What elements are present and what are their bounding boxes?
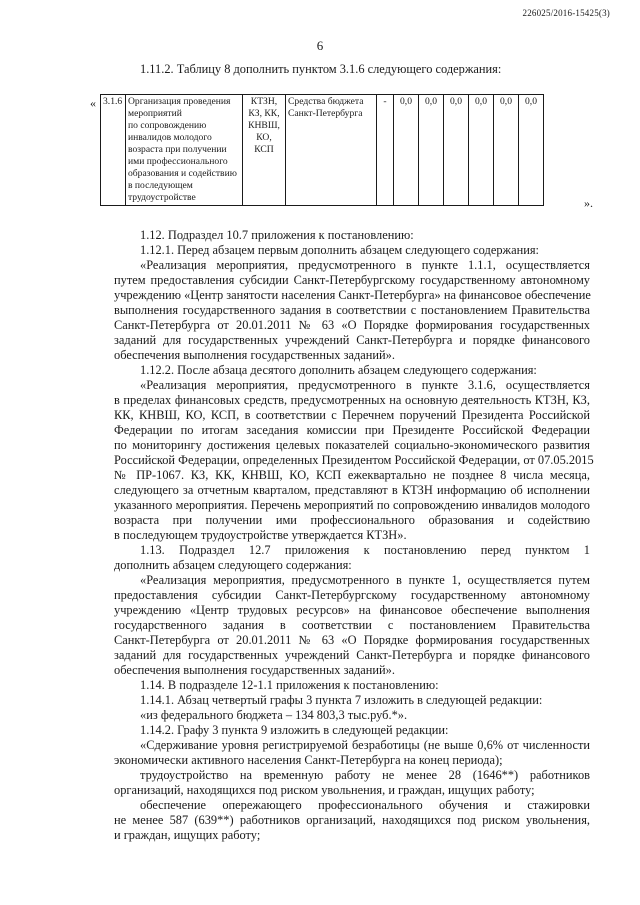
text-line: указанного мероприятия. Перечень мероприятий по сопровождению инвалидов молодого	[114, 498, 590, 512]
intro-line: 1.11.2. Таблицу 8 дополнить пунктом 3.1.6 следующего содержания:	[140, 62, 502, 76]
text-line: «Реализация мероприятия, предусмотренного в пункте 3.1.6, осуществляется	[140, 378, 590, 392]
text-line: «Реализация мероприятия, предусмотренного в пункте 1, осуществляется путем	[140, 573, 590, 587]
row-value: 0,0	[444, 95, 469, 206]
text-line: 1.14.1. Абзац четвертый графы 3 пункта 7 изложить в следующей редакции:	[140, 693, 543, 707]
text-line: обеспечение опережающего профессионального обучения и стажировки	[140, 798, 590, 812]
text-line: 1.14.2. Графу 3 пункта 9 изложить в следующей редакции:	[140, 723, 449, 737]
row-name: Организация проведения мероприятий по сопровождению инвалидов молодого возраста при получении ими профессионального образования и содействию в последующем трудоустройстве	[126, 95, 243, 206]
text-line: и граждан, ищущих работу;	[114, 828, 261, 842]
row-source: Средства бюджета Санкт-Петербурга	[286, 95, 377, 206]
table-row	[101, 95, 544, 206]
row-value: 0,0	[394, 95, 419, 206]
page-number: 6	[316, 38, 324, 53]
row-executors: КТЗН, КЗ, КК, КНВШ, КО, КСП	[243, 95, 286, 206]
text-line: 1.13. Подраздел 12.7 приложения к постановлению перед пунктом 1	[140, 543, 590, 557]
text-line: дополнить абзацем следующего содержания:	[114, 558, 352, 572]
quote-open: «	[90, 96, 96, 110]
text-line: № ПР-1067. КЗ, КК, КНВШ, КО, КСП ежеквартально не позднее 8 числа месяца,	[114, 468, 590, 482]
text-line: 1.12.2. После абзаца десятого дополнить абзацем следующего содержания:	[140, 363, 537, 377]
text-line: экономически активного населения Санкт-Петербурга на конец периода);	[114, 753, 503, 767]
text-line: учреждению «Центр трудовых ресурсов» на финансовое обеспечение выполнения	[114, 603, 590, 617]
text-line: заданий для государственных учреждений Санкт-Петербурга и порядке финансового	[114, 648, 590, 662]
text-line: 1.12. Подраздел 10.7 приложения к постановлению:	[140, 228, 414, 242]
row-value: 0,0	[469, 95, 494, 206]
text-line: обеспечения выполнения государственных заданий».	[114, 663, 395, 677]
text-line: по мониторингу достижения целевых показателей социально-экономического развития	[114, 438, 590, 452]
text-line: 1.12.1. Перед абзацем первым дополнить абзацем следующего содержания:	[140, 243, 539, 257]
row-value: 0,0	[494, 95, 519, 206]
text-line: Федерации по итогам заседания комиссии при Президенте Российской Федерации	[114, 423, 590, 437]
inserted-table-row	[100, 94, 544, 206]
row-number: 3.1.6	[101, 95, 126, 206]
text-line: Российской Федерации, определенных Президентом Российской Федерации, от 07.05.2015	[114, 453, 594, 467]
text-line: возраста при получении ими профессионального образования и содействию	[114, 513, 590, 527]
text-line: заданий для государственных учреждений Санкт-Петербурга и порядке финансового	[114, 333, 590, 347]
text-line: предоставления субсидии Санкт-Петербургскому государственному автономному	[114, 588, 590, 602]
row-dash: -	[377, 95, 394, 206]
text-line: Санкт-Петербурга от 20.01.2011 № 63 «О Порядке формирования государственных	[114, 633, 590, 647]
text-line: трудоустройство на временную работу не менее 28 (1646**) работников	[140, 768, 590, 782]
text-line: «из федерального бюджета – 134 803,3 тыс.руб.*».	[140, 708, 408, 722]
text-line: «Сдерживание уровня регистрируемой безработицы (не выше 0,6% от численности	[140, 738, 590, 752]
row-value: 0,0	[519, 95, 544, 206]
document-id: 226025/2016-15425(3)	[522, 8, 610, 18]
text-line: не менее 587 (639**) работников организаций, находящихся под риском увольнения,	[114, 813, 590, 827]
text-line: «Реализация мероприятия, предусмотренного в пункте 1.1.1, осуществляется	[140, 258, 590, 272]
row-value: 0,0	[419, 95, 444, 206]
text-line: государственного задания в соответствии с постановлением Правительства	[114, 618, 590, 632]
quote-close: ».	[584, 196, 593, 210]
text-line: следующего за отчетным кварталом, представляют в КТЗН информацию об исполнении	[114, 483, 590, 497]
text-line: организаций, находящихся под риском увольнения, и граждан, ищущих работу;	[114, 783, 535, 797]
text-line: 1.14. В подразделе 12-1.1 приложения к постановлению:	[140, 678, 439, 692]
text-line: учреждению «Центр занятости населения Санкт-Петербурга» на финансовое обеспечение	[114, 288, 591, 302]
text-line: в последующем трудоустройстве утверждается КТЗН».	[114, 528, 407, 542]
text-line: Санкт-Петербурга от 20.01.2011 № 63 «О Порядке формирования государственных	[114, 318, 590, 332]
text-line: путем предоставления субсидии Санкт-Петербургскому государственному автономному	[114, 273, 590, 287]
text-line: КК, КНВШ, КО, КСП, в соответствии с Перечнем поручений Президента Российской	[114, 408, 590, 422]
text-line: в пределах финансовых средств, предусмотренных на основную деятельность КТЗН, КЗ,	[114, 393, 590, 407]
text-line: выполнения государственного задания в соответствии с постановлением Правительства	[114, 303, 590, 317]
text-line: обеспечения выполнения государственных заданий».	[114, 348, 395, 362]
